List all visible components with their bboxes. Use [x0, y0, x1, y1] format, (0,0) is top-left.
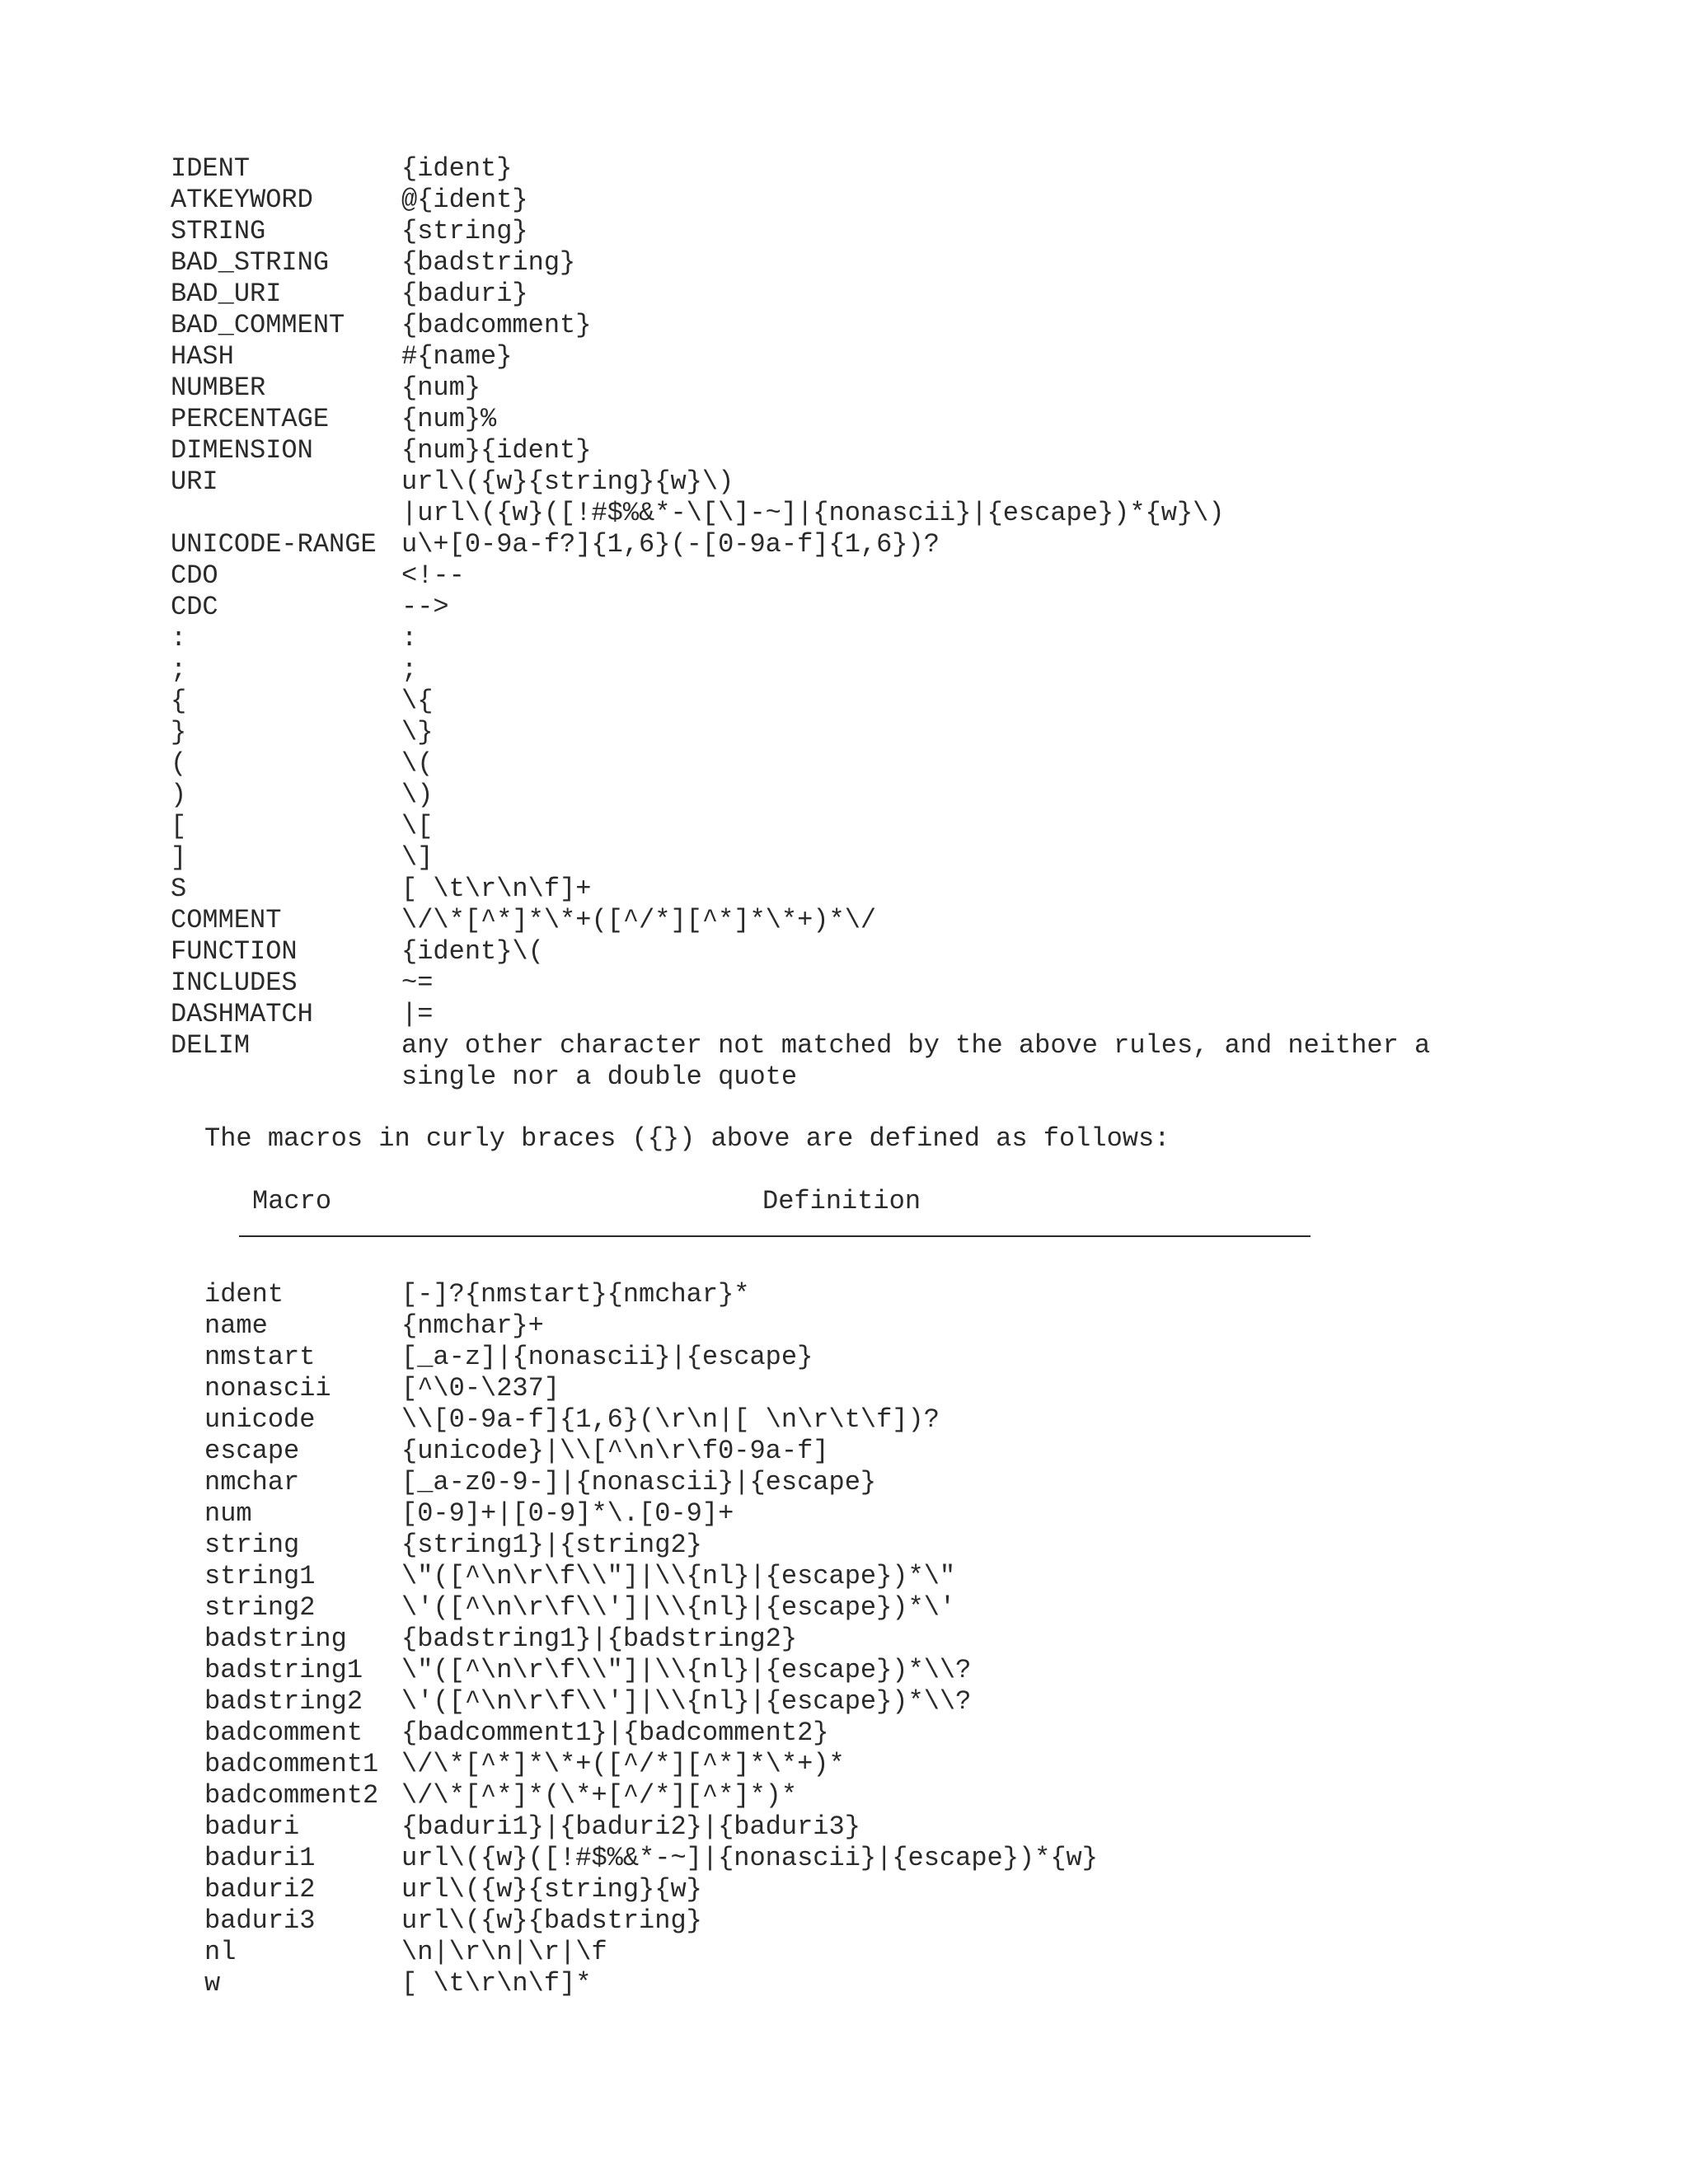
token-name: {: [171, 686, 187, 716]
macro-name: nl: [204, 1937, 237, 1967]
macro-definition: \"([^\n\r\f\\"]|\\{nl}|{escape})*\": [401, 1561, 956, 1591]
macro-definition: {baduri1}|{baduri2}|{baduri3}: [401, 1811, 860, 1842]
token-name: IDENT: [171, 153, 251, 184]
token-pattern: {num}{ident}: [401, 435, 592, 466]
macro-definition: url\({w}([!#$%&*-~]|{nonascii}|{escape})*{w}: [401, 1843, 1098, 1873]
token-pattern: {badstring}: [401, 247, 576, 278]
macro-definition: {badcomment1}|{badcomment2}: [401, 1718, 829, 1748]
token-pattern: u\+[0-9a-f?]{1,6}(-[0-9a-f]{1,6})?: [401, 529, 940, 560]
token-pattern: @{ident}: [401, 185, 528, 215]
macro-definition: url\({w}{badstring}: [401, 1905, 702, 1936]
macro-definition: \n|\r\n|\r|\f: [401, 1937, 607, 1967]
token-name: INCLUDES: [171, 968, 298, 998]
macro-definition: url\({w}{string}{w}: [401, 1874, 702, 1905]
macro-name: baduri3: [204, 1905, 316, 1936]
token-name: CDO: [171, 560, 218, 591]
token-name: DIMENSION: [171, 435, 313, 466]
token-name: UNICODE-RANGE: [171, 529, 377, 560]
token-pattern: -->: [401, 592, 449, 622]
definition-column-header: Definition: [762, 1186, 921, 1216]
macro-definition: \/\*[^*]*\*+([^/*][^*]*\*+)*: [401, 1749, 845, 1779]
macro-name: string1: [204, 1561, 316, 1591]
macro-name: string: [204, 1530, 300, 1560]
token-name: (: [171, 748, 187, 779]
macro-definition: \/\*[^*]*(\*+[^/*][^*]*)*: [401, 1780, 798, 1811]
token-name: HASH: [171, 341, 234, 372]
token-name: ]: [171, 842, 187, 873]
macro-definition: \"([^\n\r\f\\"]|\\{nl}|{escape})*\\?: [401, 1655, 972, 1685]
macro-definition: {badstring1}|{badstring2}: [401, 1624, 798, 1654]
token-pattern: ~=: [401, 968, 434, 998]
macro-definition: \'([^\n\r\f\\']|\\{nl}|{escape})*\\?: [401, 1686, 972, 1717]
macro-name: nmchar: [204, 1467, 300, 1497]
token-pattern: {num}: [401, 373, 481, 403]
token-name: [: [171, 811, 187, 841]
token-name: ): [171, 780, 187, 810]
macro-name: escape: [204, 1436, 300, 1466]
token-pattern: \(: [401, 748, 434, 779]
token-pattern: \[: [401, 811, 434, 841]
token-name: BAD_COMMENT: [171, 310, 345, 340]
token-pattern-continuation: |url\({w}([!#$%&*-\[\]-~]|{nonascii}|{escape})*{w}\): [401, 498, 1225, 528]
macro-name: nonascii: [204, 1373, 331, 1404]
macro-name: name: [204, 1310, 268, 1341]
macro-name: num: [204, 1498, 252, 1529]
token-pattern: url\({w}{string}{w}\): [401, 466, 734, 497]
macro-definition: [0-9]+|[0-9]*\.[0-9]+: [401, 1498, 734, 1529]
token-pattern: {ident}\(: [401, 936, 544, 967]
token-pattern: [ \t\r\n\f]+: [401, 874, 592, 904]
token-name: S: [171, 874, 187, 904]
token-name: BAD_STRING: [171, 247, 330, 278]
token-name: FUNCTION: [171, 936, 298, 967]
token-pattern: \/\*[^*]*\*+([^/*][^*]*\*+)*\/: [401, 905, 877, 935]
macro-name: string2: [204, 1592, 316, 1623]
token-name: BAD_URI: [171, 279, 282, 309]
table-header-rule: [239, 1235, 1311, 1237]
token-pattern: {ident}: [401, 153, 513, 184]
macro-name: badstring1: [204, 1655, 363, 1685]
macro-column-header: Macro: [252, 1186, 332, 1216]
macro-definition: [_a-z0-9-]|{nonascii}|{escape}: [401, 1467, 877, 1497]
token-pattern: \): [401, 780, 434, 810]
macro-name: badcomment2: [204, 1780, 379, 1811]
macro-name: baduri: [204, 1811, 300, 1842]
token-name: DELIM: [171, 1030, 251, 1061]
token-pattern: {string}: [401, 216, 528, 246]
token-pattern: \]: [401, 842, 434, 873]
token-pattern: |=: [401, 999, 434, 1029]
token-pattern: {baduri}: [401, 279, 528, 309]
token-pattern: \}: [401, 717, 434, 748]
macro-definition: {unicode}|\\[^\n\r\f0-9a-f]: [401, 1436, 829, 1466]
macro-name: unicode: [204, 1404, 316, 1435]
macro-definition: [_a-z]|{nonascii}|{escape}: [401, 1342, 814, 1372]
macro-name: badcomment1: [204, 1749, 379, 1779]
macro-name: baduri2: [204, 1874, 316, 1905]
macro-definition: [ \t\r\n\f]*: [401, 1968, 592, 1999]
token-pattern: ;: [401, 654, 418, 685]
macro-definition: \'([^\n\r\f\\']|\\{nl}|{escape})*\': [401, 1592, 956, 1623]
token-name: ATKEYWORD: [171, 185, 313, 215]
macro-definition: {string1}|{string2}: [401, 1530, 702, 1560]
token-pattern: \{: [401, 686, 434, 716]
token-pattern: <!--: [401, 560, 465, 591]
macro-name: baduri1: [204, 1843, 316, 1873]
token-name: DASHMATCH: [171, 999, 313, 1029]
token-name: CDC: [171, 592, 218, 622]
token-name: URI: [171, 466, 218, 497]
macro-name: badstring2: [204, 1686, 363, 1717]
macros-intro-text: The macros in curly braces ({}) above are defined as follows:: [204, 1123, 1170, 1154]
macro-definition: \\[0-9a-f]{1,6}(\r\n|[ \n\r\t\f])?: [401, 1404, 940, 1435]
token-name: COMMENT: [171, 905, 282, 935]
macro-name: nmstart: [204, 1342, 316, 1372]
token-name: }: [171, 717, 187, 748]
macro-definition: [^\0-\237]: [401, 1373, 560, 1404]
macro-definition: [-]?{nmstart}{nmchar}*: [401, 1279, 750, 1310]
token-pattern: :: [401, 623, 418, 654]
token-pattern-continuation: single nor a double quote: [401, 1062, 798, 1092]
token-pattern: #{name}: [401, 341, 513, 372]
macro-definition: {nmchar}+: [401, 1310, 544, 1341]
token-name: STRING: [171, 216, 266, 246]
token-name: :: [171, 623, 187, 654]
token-name: NUMBER: [171, 373, 266, 403]
macro-name: badcomment: [204, 1718, 363, 1748]
macro-name: ident: [204, 1279, 284, 1310]
token-name: ;: [171, 654, 187, 685]
token-pattern: {badcomment}: [401, 310, 592, 340]
token-pattern: {num}%: [401, 404, 497, 434]
macro-name: w: [204, 1968, 221, 1999]
token-name: PERCENTAGE: [171, 404, 330, 434]
macro-name: badstring: [204, 1624, 347, 1654]
token-pattern: any other character not matched by the above rules, and neither a: [401, 1030, 1431, 1061]
